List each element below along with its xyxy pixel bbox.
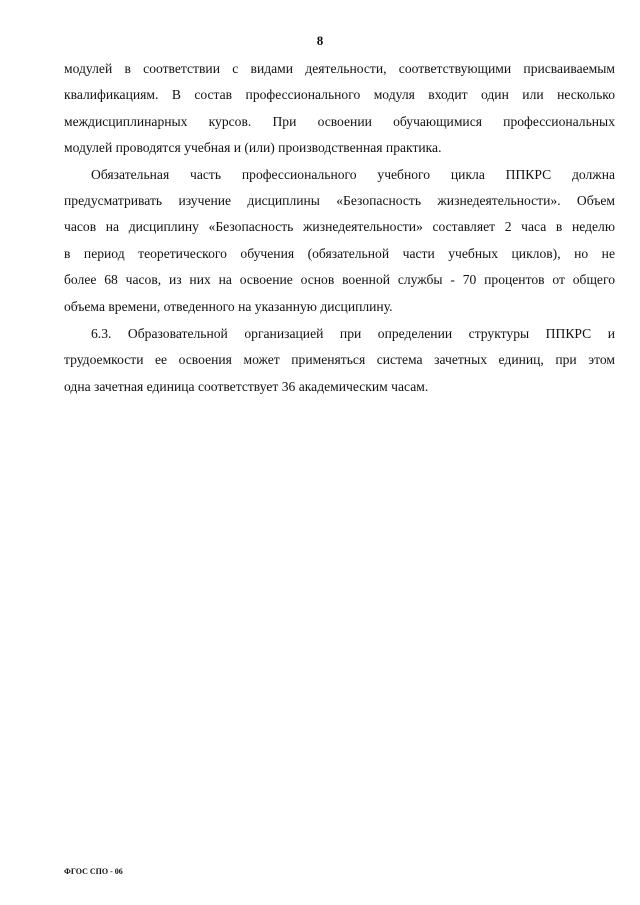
text-line: модулей проводятся учебная и (или) производственная практика. xyxy=(64,140,442,155)
text-line: квалификациям. В состав профессионального модуля входит один или несколько xyxy=(64,87,615,102)
text-line: объема времени, отведенного на указанную дисциплину. xyxy=(64,299,393,314)
text-line: 6.3. Образовательной организацией при определении структуры ППКРС и xyxy=(91,326,615,341)
text-line: междисциплинарных курсов. При освоении обучающимися профессиональных xyxy=(64,114,615,129)
text-line: модулей в соответствии с видами деятельности, соответствующими присваиваемым xyxy=(64,61,615,76)
text-line: часов на дисциплину «Безопасность жизнедеятельности» составляет 2 часа в неделю xyxy=(64,219,615,234)
document-footer: ФГОС СПО - 06 xyxy=(64,867,123,876)
text-line: трудоемкости ее освоения может применяться система зачетных единиц, при этом xyxy=(64,352,615,367)
text-line: предусматривать изучение дисциплины «Безопасность жизнедеятельности». Объем xyxy=(64,193,615,208)
page-number: 8 xyxy=(316,33,324,48)
text-line: Обязательная часть профессионального учебного цикла ППКРС должна xyxy=(91,167,615,182)
text-line: в период теоретического обучения (обязательной части учебных циклов), но не xyxy=(64,246,615,261)
text-line: одна зачетная единица соответствует 36 академическим часам. xyxy=(64,379,429,394)
text-line: более 68 часов, из них на освоение основ военной службы - 70 процентов от общего xyxy=(64,272,615,287)
